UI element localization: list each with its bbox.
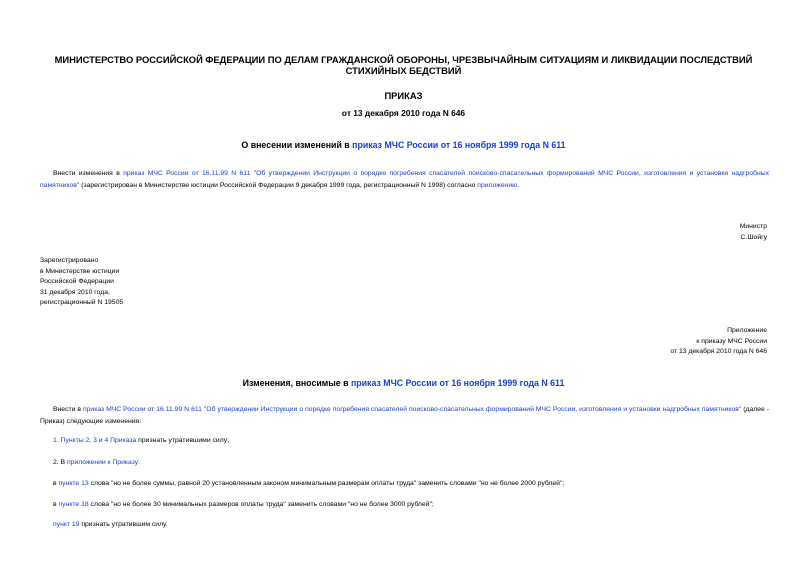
order-date: от 13 декабря 2010 года N 646 (341, 108, 466, 118)
signature-name: С.Шойгу (740, 233, 767, 241)
change-item-1: 1. Пункты 2, 3 и 4 Приказа признать утратившими силу; (53, 437, 229, 444)
registration-line: 31 декабря 2010 года, (40, 288, 110, 296)
change-item-2: 2. В приложении к Приказу: (53, 459, 141, 466)
change-subitem-2: в пункте 18 слова "но не более 30 минимальных размеров оплаты труда" заменить словами "но не более 3000 рублей"; (53, 501, 434, 508)
clause-18-link[interactable]: пункте 18 (58, 501, 89, 508)
signature-position: Министр (739, 223, 767, 230)
ministry-name: МИНИСТЕРСТВО РОССИЙСКОЙ ФЕДЕРАЦИИ ПО ДЕЛАМ ГРАЖДАНСКОЙ ОБОРОНЫ, ЧРЕЗВЫЧАЙНЫМ СИТУАЦИЯМ И ЛИКВИДАЦИИ ПОСЛЕДСТВИЙ СТИХИЙНЫХ БЕДСТВИЙ (54, 54, 753, 76)
appendix-line: к приказу МЧС России (696, 337, 767, 345)
order-type: ПРИКАЗ (384, 90, 423, 101)
signature-block (740, 222, 767, 243)
changes-heading-link[interactable]: приказ МЧС России от 16 ноября 1999 года N 611 (350, 378, 565, 388)
intro-prefix: Внести изменения в (53, 170, 124, 177)
item2-link[interactable]: приложении к Приказу (66, 459, 139, 466)
appendix-link[interactable]: приложению (477, 182, 518, 189)
change-subitem-3: пункт 19 признать утратившим силу. (53, 521, 168, 528)
changes-order-link[interactable]: приказ МЧС России от 16.11.99 N 611 "Об утверждении Инструкции о порядке погребения спасателей поисково-спасательных формирований МЧС России, изготовления и установки надгробных памятников" (82, 406, 742, 413)
changes-heading: Изменения, вносимые в приказ МЧС России от 16 ноября 1999 года N 611 (242, 378, 565, 388)
registration-line: в Министерстве юстиции (40, 267, 120, 275)
appendix-line: Приложение (727, 327, 767, 334)
intro-order-link[interactable]: приказ МЧС России от 16.11.99 N 611 "Об утверждении Инструкции о порядке погребения спасателей поисково-спасательных формирований МЧС России, изготовления и установки надгробных памятников" (40, 170, 769, 189)
heading-prefix: О внесении изменений в (241, 140, 353, 150)
appendix-line: от 13 декабря 2010 года N 646 (670, 348, 767, 355)
intro-paragraph: Внести изменения в приказ МЧС России от 16.11.99 N 611 "Об утверждении Инструкции о порядке погребения спасателей поисково-спасательных формирований МЧС России, изготовления и установки надгробных памятников" (зарегистрирован в Министерстве юстиции Российской Федерации 9 декабря 1999 года, регистрационный N 1998) согласно приложению. (40, 170, 769, 189)
change-subitem-1: в пункте 13 слова "но не более суммы, равной 20 установленным законом минимальным размерам оплаты труда" заменить словами "но не более 2000 рублей"; (53, 480, 565, 487)
clause-13-link[interactable]: пункте 13 (58, 480, 89, 487)
order-heading (40, 140, 767, 150)
registration-line: регистрационный N 19505 (40, 299, 124, 306)
appendix-block (670, 326, 767, 358)
item1-link[interactable]: 1. Пункты 2, 3 и 4 Приказа (53, 437, 137, 444)
changes-intro: Внести в приказ МЧС России от 16.11.99 N 611 "Об утверждении Инструкции о порядке погребения спасателей поисково-спасательных формирований МЧС России, изготовления и установки надгробных памятников" (далее - Приказ) следующие изменения: (40, 406, 770, 425)
clause-19-link[interactable]: пункт 19 (53, 521, 80, 528)
registration-line: Зарегистрировано (40, 257, 99, 264)
registration-line: Российской Федерации (40, 278, 114, 285)
registration-block (40, 256, 123, 309)
intro-middle: (зарегистрирован в Министерстве юстиции Российской Федерации 9 декабря 1999 года, регистрационный N 1998) согласно (79, 182, 478, 189)
heading-order-link[interactable]: приказ МЧС России от 16 ноября 1999 года N 611 (352, 140, 566, 150)
